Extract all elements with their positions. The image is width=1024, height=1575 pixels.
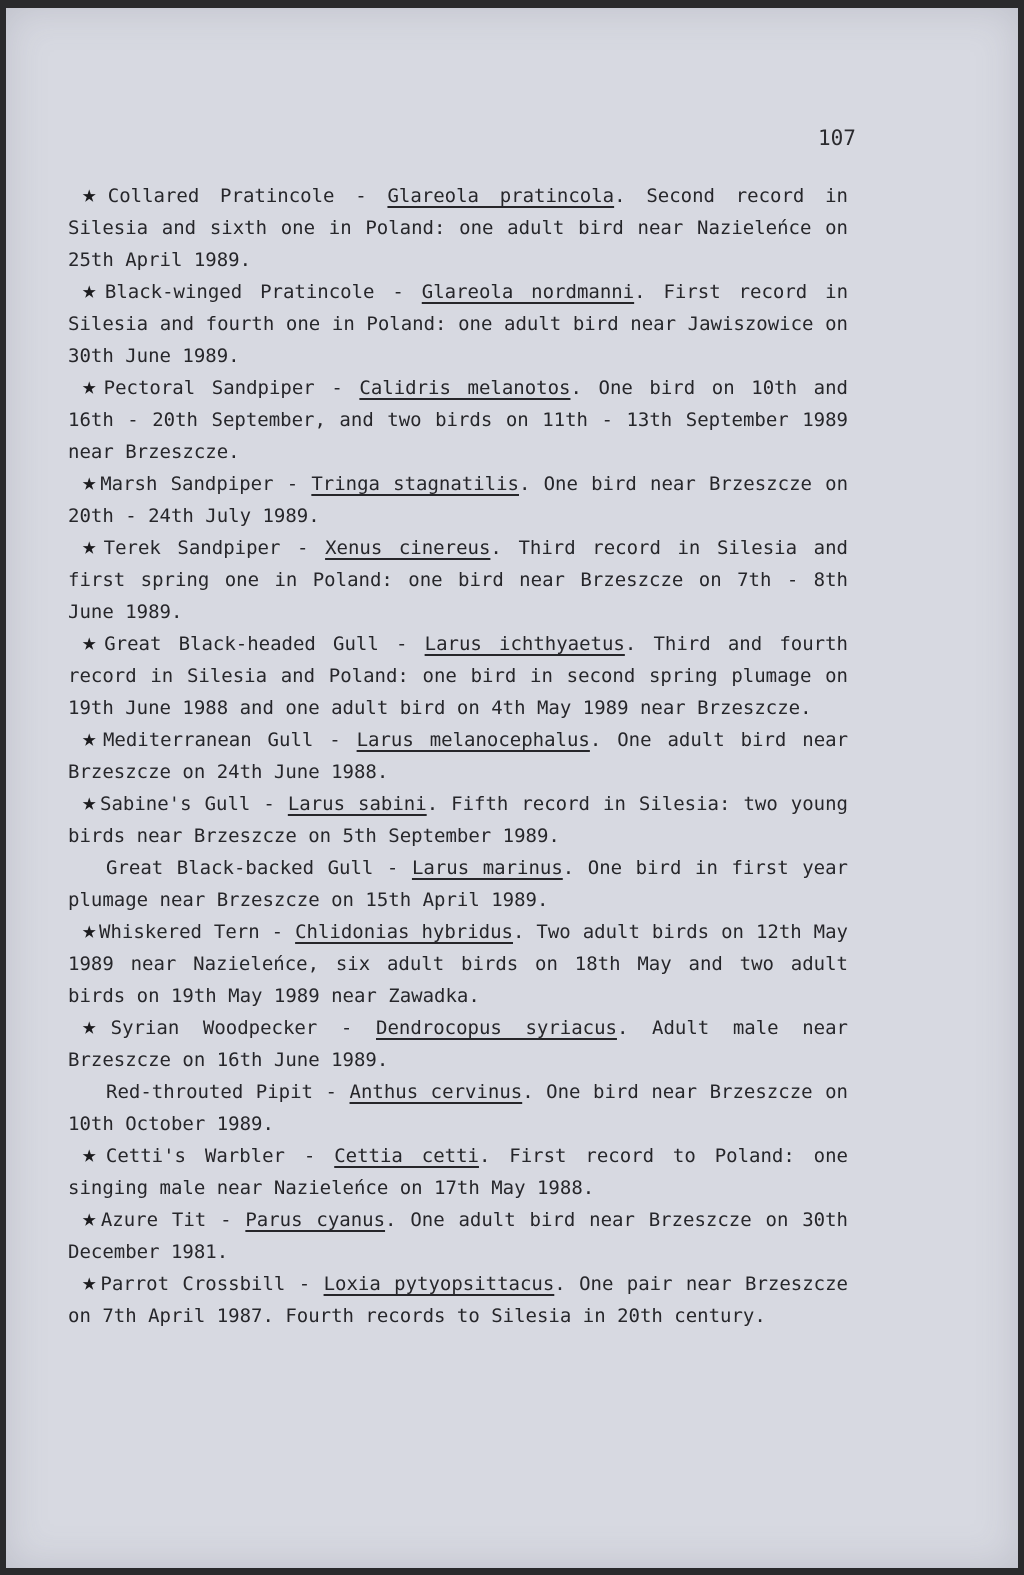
star-icon: ★ <box>82 724 101 752</box>
common-name: Cetti's Warbler <box>105 1145 285 1167</box>
species-record <box>68 1076 848 1140</box>
species-record <box>68 1012 848 1076</box>
common-name: Marsh Sandpiper <box>100 473 274 495</box>
common-name: Sabine's Gull <box>100 793 251 815</box>
common-name: Collared Pratincole <box>107 185 335 207</box>
star-icon: ★ <box>82 916 97 944</box>
record-description: . Adult male near Brzeszcze on 16th June 1989. <box>68 1017 848 1071</box>
record-description: . One bird near Brzeszcze on 20th - 24th July 1989. <box>68 473 849 527</box>
species-record <box>68 852 848 916</box>
scientific-name: Xenus cinereus <box>325 537 491 559</box>
star-icon: ★ <box>82 276 103 304</box>
record-description: . Second record in Silesia and sixth one in Poland: one adult bird near Nazieleńce on 25th April 1989. <box>68 185 848 271</box>
species-record <box>68 180 848 276</box>
species-record <box>68 916 848 1012</box>
name-separator: - <box>280 537 326 559</box>
species-record <box>68 468 848 532</box>
scientific-name: Larus ichthyaetus <box>424 633 625 655</box>
species-record <box>68 372 848 468</box>
scientific-name: Larus sabini <box>287 793 427 815</box>
record-description: . First record to Poland: one singing male near Nazieleńce on 17th May 1988. <box>68 1145 848 1199</box>
species-record <box>68 1268 848 1332</box>
star-icon: ★ <box>82 1012 109 1040</box>
record-description: . One bird near Brzeszcze on 10th October 1989. <box>68 1081 848 1135</box>
star-icon: ★ <box>82 788 99 816</box>
name-separator: - <box>259 921 296 943</box>
name-separator: - <box>314 377 360 399</box>
record-description: . Two adult birds on 12th May 1989 near Nazieleńce, six adult birds on 18th May and two adult birds on 19th May 1989 near Zawadka. <box>68 921 848 1007</box>
star-icon: ★ <box>82 180 106 208</box>
common-name: Great Black-headed Gull <box>104 633 379 655</box>
common-name: Syrian Woodpecker <box>110 1017 318 1039</box>
common-name: Whiskered Tern <box>99 921 260 943</box>
common-name: Mediterranean Gull <box>102 729 314 751</box>
scientific-name: Anthus cervinus <box>349 1081 523 1103</box>
record-description: . Third record in Silesia and first spring one in Poland: one bird near Brzeszcze on 7th - 8th June 1989. <box>68 537 848 623</box>
common-name: Pectoral Sandpiper <box>103 377 315 399</box>
common-name: Parrot Crossbill <box>100 1273 286 1295</box>
scientific-name: Larus melanocephalus <box>356 729 590 751</box>
name-separator: - <box>378 633 425 655</box>
star-icon: ★ <box>82 468 99 496</box>
record-description: . One bird in first year plumage near Brzeszcze on 15th April 1989. <box>68 857 848 911</box>
species-record <box>68 628 848 724</box>
name-separator: - <box>206 1209 246 1231</box>
record-description: . First record in Silesia and fourth one in Poland: one adult bird near Jawiszowice on 30th June 1989. <box>68 281 849 367</box>
scientific-name: Chlidonias hybridus <box>295 921 513 943</box>
species-record <box>68 532 848 628</box>
scientific-name: Cettia cetti <box>334 1145 479 1167</box>
name-separator: - <box>373 857 412 879</box>
page-number: 107 <box>818 126 856 150</box>
name-separator: - <box>334 185 388 207</box>
star-icon: ★ <box>82 1268 99 1296</box>
scientific-name: Glareola pratincola <box>387 185 615 207</box>
scientific-name: Larus marinus <box>411 857 563 879</box>
species-record <box>68 1204 848 1268</box>
record-description: . One adult bird near Brzeszcze on 30th December 1981. <box>68 1209 849 1263</box>
name-separator: - <box>317 1017 376 1039</box>
species-record <box>68 724 848 788</box>
document-page <box>6 8 1018 1568</box>
species-record <box>68 276 848 372</box>
species-record <box>68 788 848 852</box>
name-separator: - <box>313 1081 350 1103</box>
common-name: Terek Sandpiper <box>103 537 281 559</box>
species-records-list <box>68 180 848 1332</box>
common-name: Black-winged Pratincole <box>104 281 375 303</box>
scientific-name: Loxia pytyopsittacus <box>323 1273 555 1295</box>
scientific-name: Parus cyanus <box>245 1209 386 1231</box>
name-separator: - <box>284 1145 335 1167</box>
star-icon: ★ <box>82 372 102 400</box>
common-name: Azure Tit <box>100 1209 207 1231</box>
star-icon: ★ <box>82 628 103 656</box>
star-icon: ★ <box>82 532 102 560</box>
record-description: . One bird on 10th and 16th - 20th September, and two birds on 11th - 13th September 1989 near Brzeszcze. <box>68 377 848 463</box>
common-name: Red-throuted Pipit <box>106 1081 313 1103</box>
record-description: . One pair near Brzeszcze on 7th April 1987. Fourth records to Silesia in 20th century. <box>68 1273 848 1327</box>
name-separator: - <box>313 729 357 751</box>
name-separator: - <box>285 1273 324 1295</box>
scientific-name: Dendrocopus syriacus <box>376 1017 617 1039</box>
name-separator: - <box>273 473 312 495</box>
star-icon: ★ <box>82 1204 99 1232</box>
scientific-name: Tringa stagnatilis <box>311 473 519 495</box>
record-description: . Fifth record in Silesia: two young birds near Brzeszcze on 5th September 1989. <box>68 793 848 847</box>
common-name: Great Black-backed Gull <box>106 857 374 879</box>
species-record <box>68 1140 848 1204</box>
name-separator: - <box>374 281 422 303</box>
scientific-name: Glareola nordmanni <box>421 281 635 303</box>
name-separator: - <box>250 793 288 815</box>
scientific-name: Calidris melanotos <box>359 377 571 399</box>
star-icon: ★ <box>82 1140 104 1168</box>
record-description: . Third and fourth record in Silesia and Poland: one bird in second spring plumage on 19th June 1988 and one adult bird on 4th May 1989 near Brzeszcze. <box>68 633 848 719</box>
record-description: . One adult bird near Brzeszcze on 24th June 1988. <box>68 729 849 783</box>
